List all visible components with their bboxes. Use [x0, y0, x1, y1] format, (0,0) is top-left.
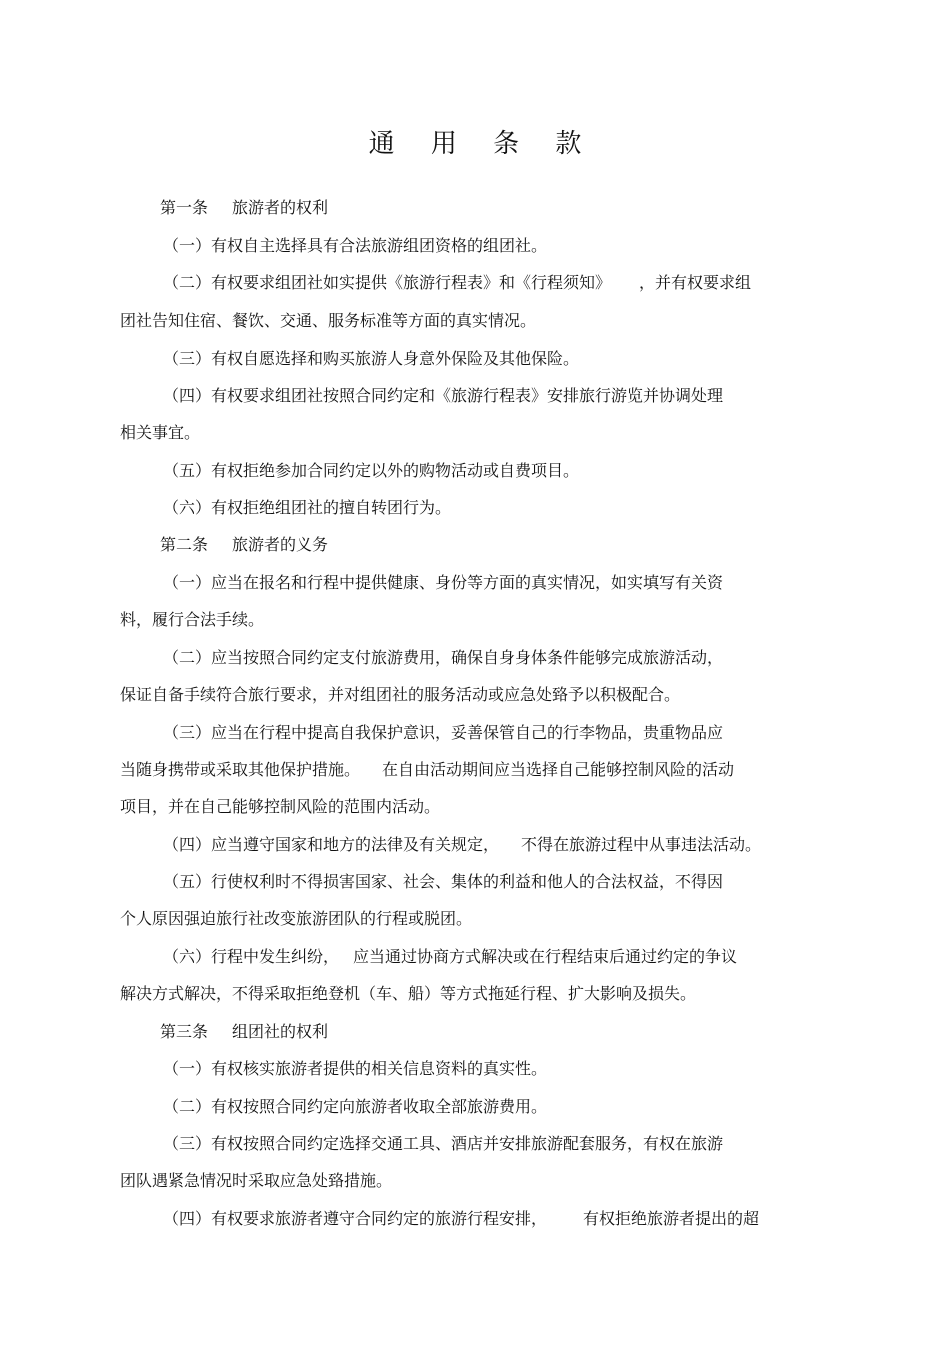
- clause-line: （一）应当在报名和行程中提供健康、身份等方面的真实情况，如实填写有关资: [163, 573, 724, 592]
- clause-text: 应当通过协商方式解决或在行程结束后通过约定的争议: [353, 947, 738, 966]
- article-heading: [160, 533, 328, 557]
- article-number: 第三条: [160, 1022, 209, 1041]
- clause-line: 团社告知住宿、餐饮、交通、服务标准等方面的真实情况。: [120, 311, 537, 330]
- clause-line: （五）行使权利时不得损害国家、社会、集体的利益和他人的合法权益，不得因: [163, 872, 724, 891]
- article-name: 旅游者的义务: [232, 535, 329, 554]
- clause-line: 团队遇紧急情况时采取应急处臵措施。: [120, 1171, 393, 1190]
- clause-line: [163, 945, 737, 969]
- clause-line: （三）有权按照合同约定选择交通工具、酒店并安排旅游配套服务，有权在旅游: [163, 1134, 724, 1153]
- clause-line: （五）有权拒绝参加合同约定以外的购物活动或自费项目。: [163, 461, 580, 480]
- clause-text: （四）应当遵守国家和地方的法律及有关规定，: [163, 835, 500, 854]
- clause-text: ，并有权要求组: [639, 273, 752, 292]
- clause-line: （三）应当在行程中提高自我保护意识，妥善保管自己的行李物品，贵重物品应: [163, 723, 724, 742]
- clause-line: （一）有权核实旅游者提供的相关信息资料的真实性。: [163, 1059, 548, 1078]
- clause-line: 保证自备手续符合旅行要求，并对组团社的服务活动或应急处臵予以积极配合。: [120, 685, 681, 704]
- clause-line: （三）有权自愿选择和购买旅游人身意外保险及其他保险。: [163, 349, 580, 368]
- article-number: 第二条: [160, 535, 209, 554]
- clause-line: 项目，并在自己能够控制风险的范围内活动。: [120, 797, 441, 816]
- clause-line: [163, 271, 751, 295]
- clause-text: 当随身携带或采取其他保护措施。: [120, 760, 361, 779]
- clause-line: 解决方式解决，不得采取拒绝登机（车、船）等方式拖延行程、扩大影响及损失。: [120, 984, 697, 1003]
- clause-line: （二）有权按照合同约定向旅游者收取全部旅游费用。: [163, 1097, 548, 1116]
- article-heading: [160, 1020, 328, 1044]
- clause-line: （四）有权要求组团社按照合同约定和《旅游行程表》安排旅行游览并协调处理: [163, 386, 724, 405]
- article-number: 第一条: [160, 198, 209, 217]
- clause-text: 不得在旅游过程中从事违法活动。: [521, 835, 762, 854]
- article-name: 旅游者的权利: [232, 198, 329, 217]
- clause-line: 个人原因强迫旅行社改变旅游团队的行程或脱团。: [120, 909, 473, 928]
- clause-line: [163, 833, 761, 857]
- clause-text: 有权拒绝旅游者提出的超: [583, 1209, 760, 1228]
- clause-text: （六）行程中发生纠纷，: [163, 947, 340, 966]
- article-heading: [160, 196, 328, 220]
- clause-text: （四）有权要求旅游者遵守合同约定的旅游行程安排，: [163, 1209, 548, 1228]
- clause-line: （一）有权自主选择具有合法旅游组团资格的组团社。: [163, 236, 548, 255]
- clause-text: 在自由活动期间应当选择自己能够控制风险的活动: [382, 760, 735, 779]
- clause-line: （六）有权拒绝组团社的擅自转团行为。: [163, 498, 452, 517]
- clause-line: 料，履行合法手续。: [120, 610, 265, 629]
- clause-text: （二）有权要求组团社如实提供《旅游行程表》和《行程须知》: [163, 273, 612, 292]
- clause-line: 相关事宜。: [120, 423, 201, 442]
- clause-line: （二）应当按照合同约定支付旅游费用，确保自身身体条件能够完成旅游活动，: [163, 648, 724, 667]
- article-name: 组团社的权利: [232, 1022, 329, 1041]
- clause-line: [163, 1207, 759, 1231]
- clause-line: [120, 758, 734, 782]
- page-title: 通 用 条 款: [368, 129, 596, 159]
